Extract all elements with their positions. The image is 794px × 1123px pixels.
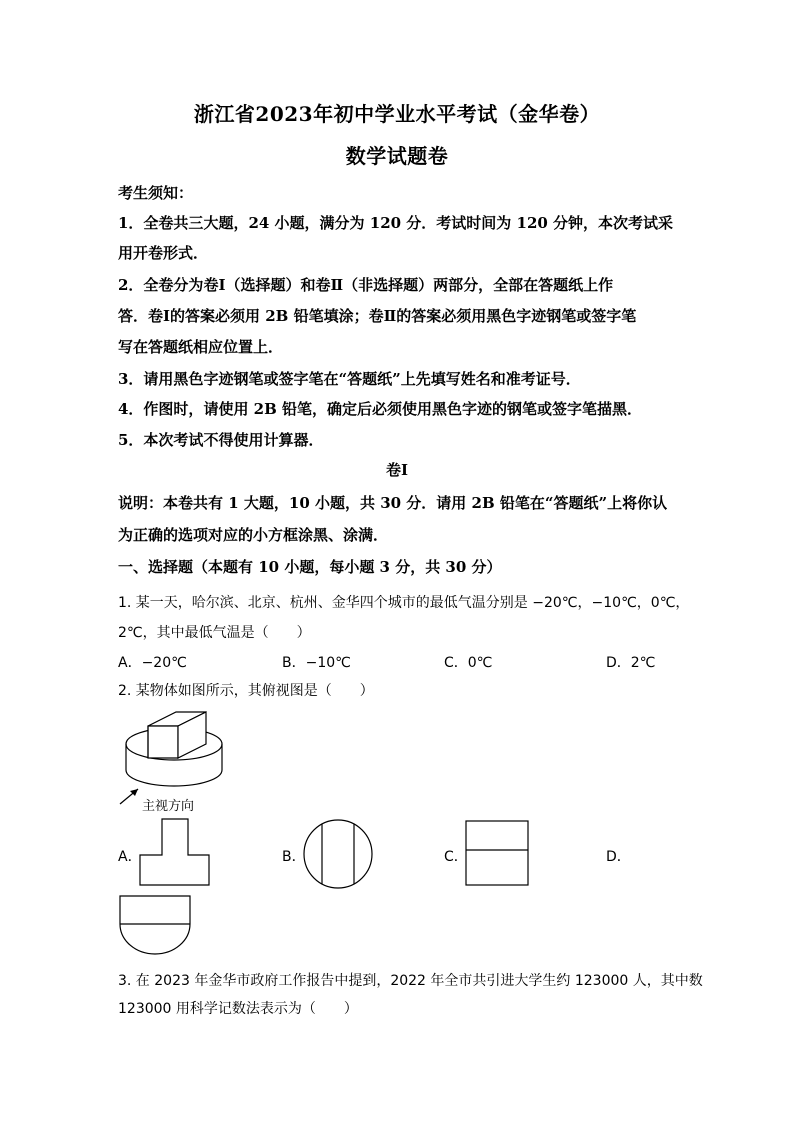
q2-stem: 2. 某物体如图所示，其俯视图是（ ） [118, 683, 374, 699]
notice-line: 3．请用黑色字迹钢笔或签字笔在“答题纸”上先填写姓名和准考证号． [118, 370, 581, 388]
notice-line: 答．卷Ⅰ的答案必须用 2B 铅笔填涂；卷Ⅱ的答案必须用黑色字迹钢笔或签字笔 [118, 307, 637, 325]
q1-option-d: D．2℃ [606, 655, 656, 671]
direction-label: 主视方向 [142, 799, 195, 814]
notice-line: 写在答题纸相应位置上． [118, 338, 284, 356]
q1-option-a: A．−20℃ [118, 655, 187, 671]
notice-line: 2．全卷分为卷Ⅰ（选择题）和卷Ⅱ（非选择题）两部分，全部在答题纸上作 [118, 276, 614, 294]
q2-option-c: C． [444, 849, 468, 865]
notice-line: 1．全卷共三大题，24 小题，满分为 120 分．考试时间为 120 分钟，本次考试采 [118, 214, 674, 232]
section-desc: 为正确的选项对应的小方框涂黑、涂满． [118, 526, 389, 544]
notice-heading: 考生须知： [118, 184, 194, 202]
q2-option-c-figure [465, 820, 529, 886]
q1-stem: 1. 某一天，哈尔滨、北京、杭州、金华四个城市的最低气温分别是 −20℃，−10℃，0℃， [118, 595, 690, 611]
exam-title: 浙江省2023年初中学业水平考试（金华卷） [193, 102, 601, 126]
arrow-icon [118, 786, 142, 806]
section-desc: 说明：本卷共有 1 大题，10 小题，共 30 分．请用 2B 铅笔在“答题纸”上将你认 [118, 494, 668, 512]
q2-option-d-figure [118, 894, 192, 956]
q3-stem: 3. 在 2023 年金华市政府工作报告中提到，2022 年全市共引进大学生约 123000 人，其中数 [118, 973, 703, 989]
q1-stem: 2℃，其中最低气温是（ ） [118, 625, 311, 641]
q1-option-b: B．−10℃ [282, 655, 351, 671]
section-label: 卷Ⅰ [385, 461, 409, 479]
q1-option-c: C．0℃ [444, 655, 493, 671]
part-title: 一、选择题（本题有 10 小题，每小题 3 分，共 30 分） [118, 558, 502, 576]
q2-option-b: B． [282, 849, 306, 865]
q2-option-a: A． [118, 849, 142, 865]
q2-option-d: D． [606, 849, 631, 865]
notice-line: 用开卷形式． [118, 244, 209, 262]
q2-option-a-figure [139, 818, 211, 886]
exam-subtitle: 数学试题卷 [345, 144, 449, 168]
q2-option-b-figure [302, 818, 374, 890]
notice-line: 4．作图时，请使用 2B 铅笔，确定后必须使用黑色字迹的钢笔或签字笔描黑． [118, 400, 642, 418]
notice-line: 5．本次考试不得使用计算器． [118, 431, 324, 449]
q3-stem: 123000 用科学记数法表示为（ ） [118, 1001, 358, 1017]
